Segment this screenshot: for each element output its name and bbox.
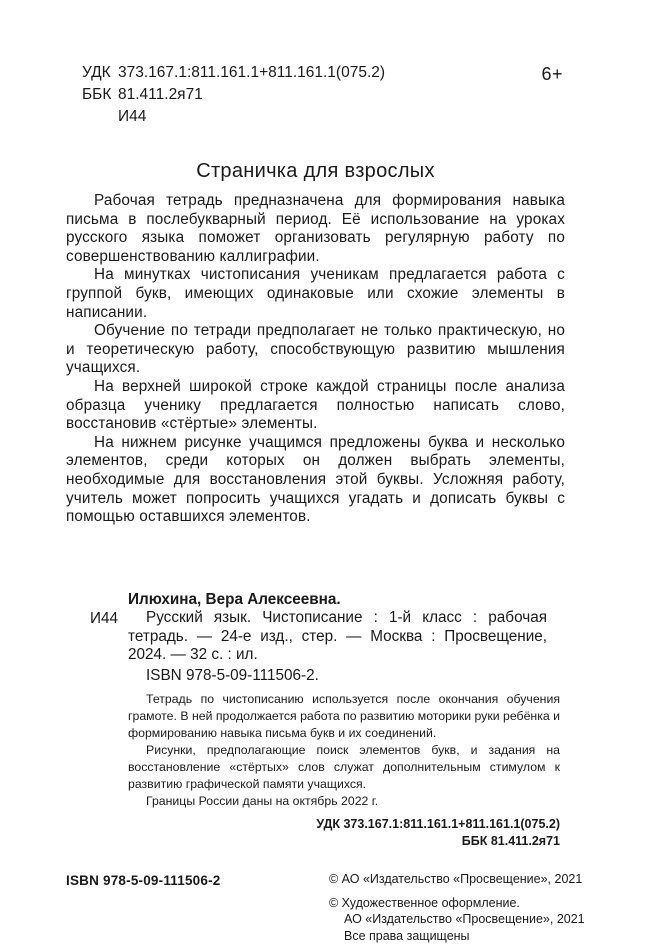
adults-paragraph: Обучение по тетради предполагает не только практическую, но и теоретическую работу, способствующую развитию мышления учащихся. [66,322,565,377]
copyright-line: Все права защищены [344,928,470,943]
bbk-label: ББК [82,86,112,103]
bbk-value: 81.411.2я71 [118,86,203,103]
adults-paragraph: На нижнем рисунке учащимся предложены буква и несколько элементов, среди которых он должен выбрать элементы, необходимые для восстановления этой буквы. Усложняя работу, учитель может попросить учащихся угадать и дописать буквы с помощью оставшихся элементов. [66,433,565,526]
adults-paragraph: На верхней широкой строке каждой страницы после анализа образца ученику предлагается полностью написать слово, восстановив «стёртые» элементы. [66,377,565,433]
age-rating-badge: 6+ [541,64,563,84]
adults-paragraph: Рабочая тетрадь предназначена для формирования навыка письма в послебукварный период. Её использование на уроках русского языка поможет организовать регулярную работу по совершенствованию каллиграфии. [66,192,565,265]
imprint-author: Илюхина, Вера Алексеевна. [128,590,341,608]
author-sign: И44 [118,108,147,125]
imprint-isbn: ISBN 978-5-09-111506-2. [146,666,319,684]
author-sign-row [82,106,565,128]
imprint-author-sign: И44 [90,609,119,627]
imprint-block [66,591,565,851]
annotation-paragraph: Рисунки, предполагающие поиск элементов букв, и задания на восстановление «стёртых» слов служат дополнительным стимулом к развитию графической памяти учащихся. [128,743,560,792]
author-sign-spacer [82,106,118,128]
imprint-description: Русский язык. Чистописание : 1-й класс : рабочая тетрадь. — 24-е изд., стер. — Москва : Просвещение, 2024. — 32 с. : ил. [128,609,547,664]
classification-block [66,62,565,128]
annotation-paragraph: Тетрадь по чистописанию используется после окончания обучения грамоте. В ней продолжается работа по развитию моторики руки ребёнка и формированию навыка письма букв и их соединений. [128,692,560,741]
page-title: Страничка для взрослых [196,160,435,182]
udk-value: 373.167.1:811.161.1+811.161.1(075.2) [118,64,386,81]
footer-isbn: ISBN 978-5-09-111506-2 [66,873,221,889]
copyright-line: © Художественное оформление. [329,895,520,910]
copyright-block [329,871,585,944]
annotation-block [128,691,560,810]
udk-row [82,62,565,84]
copyright-line: АО «Издательство «Просвещение», 2021 [344,912,585,927]
bbk-row [82,84,565,106]
imprint-bbk: ББК 81.411.2я71 [461,834,560,849]
udk-label: УДК [82,64,111,81]
adults-paragraph: На минутках чистописания ученикам предлагается работа с группой букв, имеющих одинаковые или схожие элементы в написании. [66,266,565,321]
footer-block [66,871,585,944]
adults-text-block [66,192,565,527]
header-row [66,62,565,128]
imprint-codes-block [128,816,560,850]
imprint-udk: УДК 373.167.1:811.161.1+811.161.1(075.2) [316,817,560,832]
copyright-line: © АО «Издательство «Просвещение», 2021 [329,872,583,887]
annotation-borders-note: Границы России даны на октябрь 2022 г. [146,794,379,809]
